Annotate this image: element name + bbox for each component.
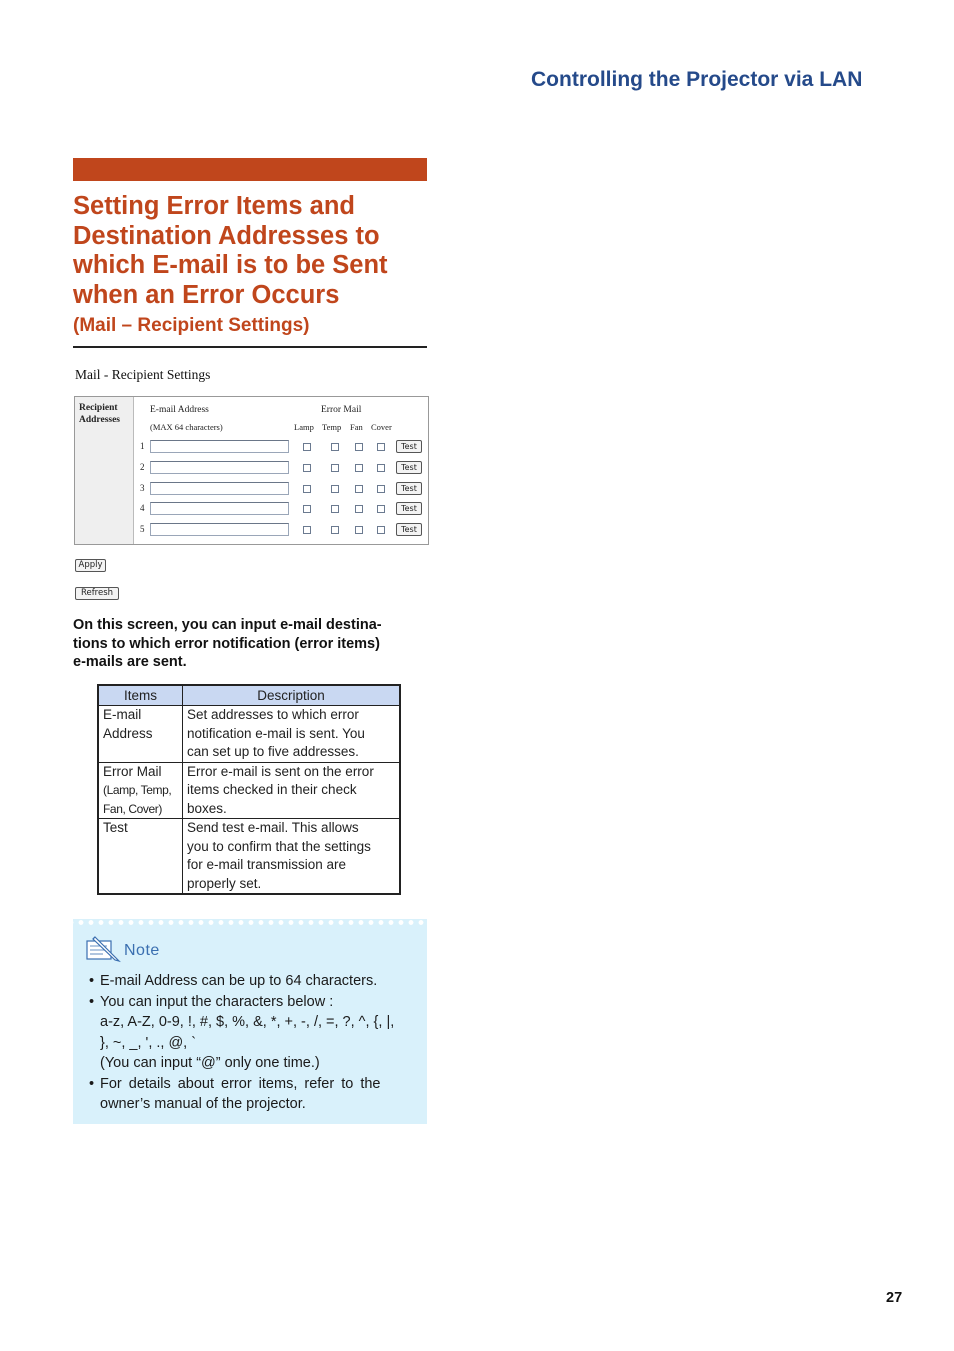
fan-checkbox-1[interactable]: [355, 443, 363, 451]
item-cell: [98, 762, 183, 819]
recipient-addresses-label-cell: [75, 397, 134, 544]
item-sub-line: (Lamp, Temp,: [103, 783, 172, 797]
temp-checkbox-3[interactable]: [331, 485, 339, 493]
item-line: Address: [103, 725, 153, 741]
lamp-checkbox-5[interactable]: [303, 526, 311, 534]
table-row: [98, 762, 400, 819]
note-line: (You can input “@” only one time.): [100, 1055, 320, 1071]
item-line: Test: [103, 820, 128, 835]
note-line: owner’s manual of the projector.: [100, 1096, 306, 1112]
email-input-5[interactable]: [150, 523, 289, 536]
note-box: [73, 919, 427, 1124]
fan-checkbox-5[interactable]: [355, 526, 363, 534]
label-line: Addresses: [79, 415, 120, 425]
error-mail-column-header: Error Mail: [321, 405, 362, 415]
email-input-3[interactable]: [150, 482, 289, 495]
section-title-line: Destination Addresses to: [73, 221, 380, 250]
cover-checkbox-3[interactable]: [377, 485, 385, 493]
temp-checkbox-4[interactable]: [331, 505, 339, 513]
lamp-checkbox-4[interactable]: [303, 505, 311, 513]
row-number: 5: [140, 524, 145, 534]
intro-text: [73, 616, 433, 672]
test-button-4[interactable]: Test: [396, 502, 422, 515]
label-line: Recipient: [79, 403, 118, 413]
test-button-2[interactable]: Test: [396, 461, 422, 474]
lamp-checkbox-3[interactable]: [303, 485, 311, 493]
cover-checkbox-5[interactable]: [377, 526, 385, 534]
description-header: Description: [183, 685, 401, 706]
temp-checkbox-1[interactable]: [331, 443, 339, 451]
desc-line: items checked in their check: [187, 782, 357, 797]
email-input-2[interactable]: [150, 461, 289, 474]
row-number: 4: [140, 503, 145, 513]
test-button-5[interactable]: Test: [396, 523, 422, 536]
item-line: E-mail: [103, 707, 142, 722]
table-row: [98, 706, 400, 763]
note-item: [87, 971, 417, 992]
apply-button[interactable]: Apply: [75, 559, 106, 572]
table-row: [98, 819, 400, 895]
test-button-1[interactable]: Test: [396, 440, 422, 453]
note-line: • You can input the characters below :: [100, 993, 334, 1010]
desc-line: boxes.: [187, 800, 227, 816]
item-sub-line: Fan, Cover): [103, 801, 162, 816]
note-dotted-border: [73, 919, 427, 926]
desc-line: Set addresses to which error: [187, 707, 359, 722]
email-input-4[interactable]: [150, 502, 289, 515]
description-cell: [183, 706, 401, 763]
recipient-addresses-label: [79, 402, 131, 426]
section-title-line: when an Error Occurs: [73, 281, 340, 310]
description-table: [97, 684, 401, 895]
note-list: [87, 971, 417, 1115]
lamp-checkbox-2[interactable]: [303, 464, 311, 472]
temp-column-header: Temp: [322, 422, 342, 432]
temp-checkbox-2[interactable]: [331, 464, 339, 472]
section-title-bar: [73, 158, 427, 181]
section-title: [73, 192, 433, 311]
cover-checkbox-4[interactable]: [377, 505, 385, 513]
pencil-notepad-icon: [85, 933, 121, 963]
note-line: • E-mail Address can be up to 64 characters.: [100, 973, 378, 989]
temp-checkbox-5[interactable]: [331, 526, 339, 534]
desc-line: properly set.: [187, 875, 262, 891]
note-line: • For details about error items, refer to the: [100, 1075, 381, 1092]
intro-line: tions to which error notification (error items): [73, 635, 380, 652]
fan-checkbox-2[interactable]: [355, 464, 363, 472]
header-title: Controlling the Projector via LAN: [531, 68, 863, 91]
item-line: Error Mail: [103, 763, 162, 779]
fan-column-header: Fan: [350, 422, 363, 432]
lamp-column-header: Lamp: [294, 422, 314, 432]
email-column-note: (MAX 64 characters): [150, 422, 223, 432]
fan-checkbox-3[interactable]: [355, 485, 363, 493]
cover-checkbox-2[interactable]: [377, 464, 385, 472]
item-cell: [98, 706, 183, 763]
desc-line: notification e-mail is sent. You: [187, 725, 365, 741]
item-cell: [98, 819, 183, 895]
section-subtitle: (Mail – Recipient Settings): [73, 315, 310, 336]
desc-line: Error e-mail is sent on the error: [187, 763, 374, 779]
lamp-checkbox-1[interactable]: [303, 443, 311, 451]
row-number: 3: [140, 483, 145, 493]
desc-line: can set up to five addresses.: [187, 744, 359, 759]
row-number: 1: [140, 441, 145, 451]
note-item: [87, 992, 417, 1074]
cover-column-header: Cover: [371, 422, 392, 432]
section-title-line: Setting Error Items and: [73, 192, 355, 220]
note-line: a-z, A-Z, 0-9, !, #, $, %, &, *, +, -, /, =, ?, ^, {, |,: [100, 1014, 395, 1030]
fan-checkbox-4[interactable]: [355, 505, 363, 513]
table-header-row: [98, 685, 400, 706]
desc-line: for e-mail transmission are: [187, 857, 347, 872]
items-header: Items: [98, 685, 183, 706]
desc-line: Send test e-mail. This allows: [187, 820, 359, 835]
row-number: 2: [140, 462, 145, 472]
page-number: 27: [886, 1290, 903, 1306]
email-column-header: E-mail Address: [150, 405, 209, 415]
email-input-1[interactable]: [150, 440, 289, 453]
section-title-line: which E-mail is to be Sent: [73, 251, 388, 280]
desc-line: you to confirm that the settings: [187, 838, 371, 854]
intro-line: On this screen, you can input e-mail destina-: [73, 617, 382, 633]
description-cell: [183, 762, 401, 819]
refresh-button[interactable]: Refresh: [75, 587, 119, 600]
title-divider: [73, 346, 427, 348]
intro-line: e-mails are sent.: [73, 654, 187, 670]
test-button-3[interactable]: Test: [396, 482, 422, 495]
note-item: [87, 1074, 417, 1115]
description-cell: [183, 819, 401, 895]
recipient-settings-panel: [74, 396, 429, 545]
note-line: }, ~, _, ', ., @, `: [100, 1034, 197, 1051]
screen-title: Mail - Recipient Settings: [75, 367, 211, 382]
cover-checkbox-1[interactable]: [377, 443, 385, 451]
note-label: Note: [124, 942, 160, 959]
